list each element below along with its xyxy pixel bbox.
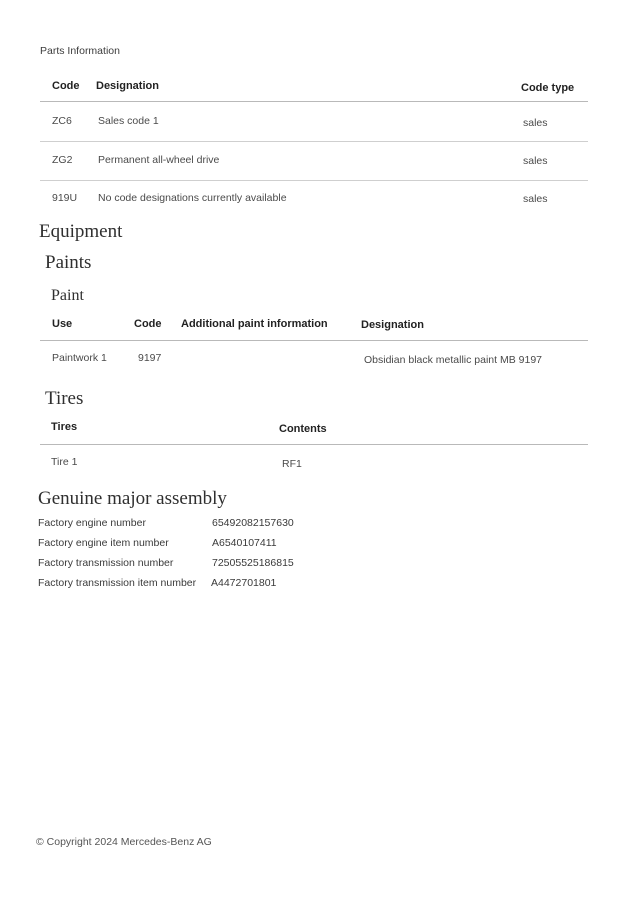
genuine-major-assembly-title: Genuine major assembly: [38, 488, 227, 509]
parts-row-designation: Permanent all-wheel drive: [98, 154, 220, 166]
parts-row-designation: Sales code 1: [98, 115, 159, 127]
assembly-field-label: Factory engine item number: [38, 537, 169, 549]
paint-header-additional: Additional paint information: [181, 318, 328, 330]
tires-title: Tires: [45, 388, 84, 409]
paint-header-designation: Designation: [361, 319, 424, 331]
parts-information-title: Parts Information: [40, 45, 120, 57]
parts-header-designation: Designation: [96, 80, 159, 92]
tires-header-tires: Tires: [51, 421, 78, 433]
assembly-field-label: Factory transmission item number: [38, 577, 197, 589]
parts-header-divider: [40, 101, 588, 102]
assembly-field-value: A4472701801: [211, 577, 277, 589]
paint-row-use: Paintwork 1: [52, 352, 107, 364]
assembly-field-value: 65492082157630: [212, 517, 294, 529]
assembly-field-label: Factory transmission number: [38, 557, 174, 569]
parts-row-divider: [40, 180, 588, 181]
tires-header-divider: [40, 444, 588, 445]
paint-row-code: 9197: [138, 352, 162, 364]
paint-row-designation: Obsidian black metallic paint MB 9197: [364, 354, 543, 366]
parts-row-designation: No code designations currently available: [98, 192, 287, 204]
paint-header-use: Use: [52, 318, 73, 330]
copyright: © Copyright 2024 Mercedes-Benz AG: [36, 836, 212, 848]
parts-header-code: Code: [52, 80, 80, 92]
tires-row-contents: RF1: [282, 458, 302, 470]
paint-header-divider: [40, 340, 588, 341]
parts-row-code: 919U: [52, 192, 78, 204]
parts-row-code-type: sales: [523, 155, 548, 167]
parts-row-code: ZC6: [52, 115, 72, 127]
assembly-field-value: 72505525186815: [212, 557, 294, 569]
paint-title: Paint: [51, 287, 84, 304]
parts-row-code-type: sales: [523, 193, 548, 205]
paint-header-code: Code: [134, 318, 162, 330]
parts-header-code-type: Code type: [521, 82, 575, 94]
tires-header-contents: Contents: [279, 423, 327, 435]
parts-row-code-type: sales: [523, 117, 548, 129]
tires-row-tire: Tire 1: [51, 456, 78, 468]
assembly-field-value: A6540107411: [212, 537, 277, 549]
assembly-field-label: Factory engine number: [38, 517, 146, 529]
parts-row-divider: [40, 141, 588, 142]
parts-row-code: ZG2: [52, 154, 73, 166]
paints-title: Paints: [45, 252, 92, 273]
equipment-title: Equipment: [39, 221, 123, 242]
